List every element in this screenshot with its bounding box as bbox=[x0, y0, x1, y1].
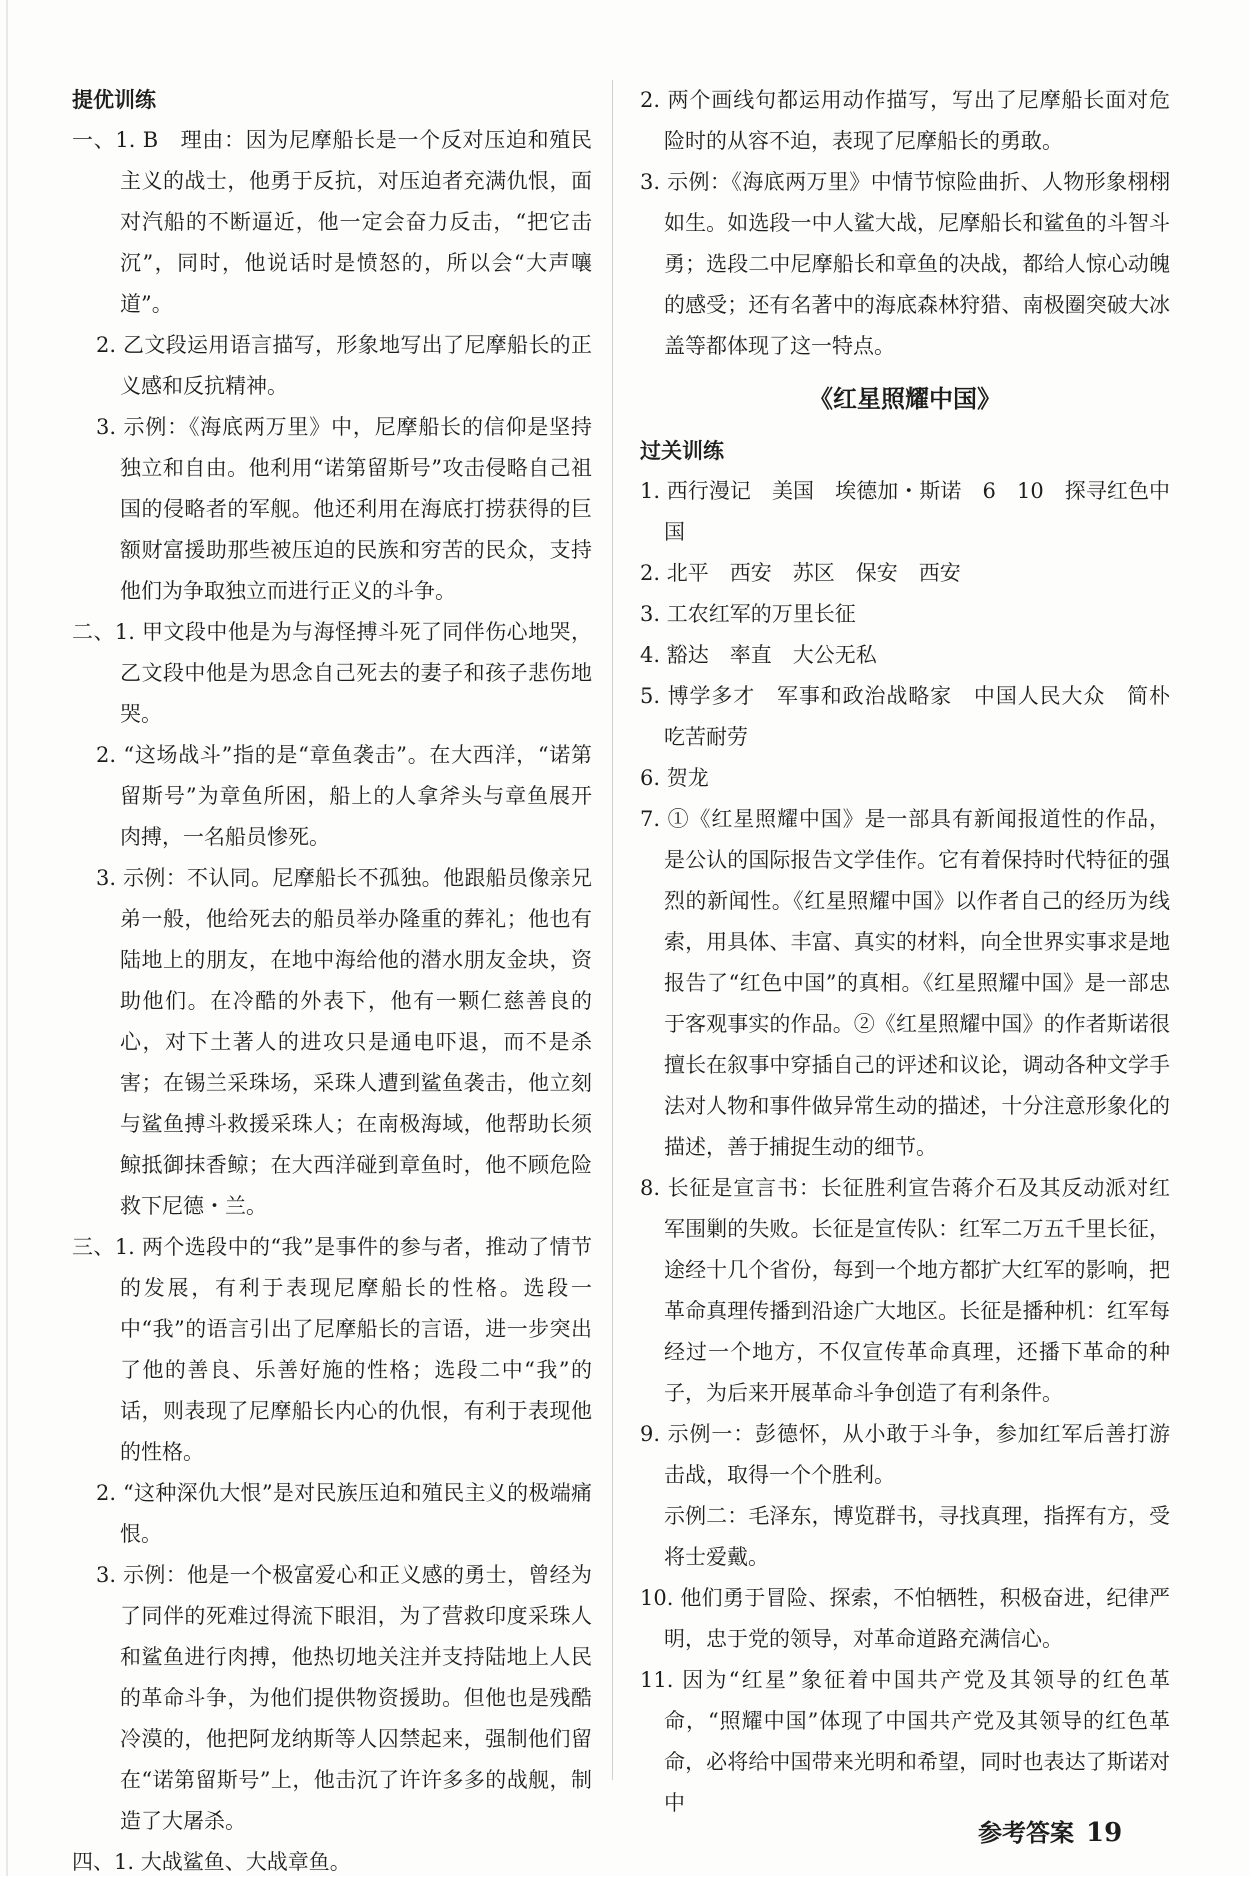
answer-item: 2. 北平 西安 苏区 保安 西安 bbox=[640, 561, 961, 585]
answer-item: 3. 工农红军的万里长征 bbox=[640, 602, 856, 626]
answer-item: 四、1. 大战鲨鱼、大战章鱼。 bbox=[72, 1850, 351, 1874]
answer-item: 4. 豁达 率直 大公无私 bbox=[640, 643, 877, 667]
answer-item: 二、1. 甲文段中他是为与海怪搏斗死了同伴伤心地哭，乙文段中他是为思念自己死去的妻子和孩子悲伤地哭。 bbox=[72, 620, 592, 726]
left-column bbox=[72, 80, 592, 1883]
answer-item: 8. 长征是宣言书：长征胜利宣告蒋介石及其反动派对红军围剿的失败。长征是宣传队：红军二万五千里长征，途经十几个省份，每到一个地方都扩大红军的影响，把革命真理传播到沿途广大地区。长征是播种机：红军每经过一个地方，不仅宣传革命真理，还播下革命的种子，为后来开展革命斗争创造了有利条件。 bbox=[640, 1176, 1170, 1405]
answer-item: 3. 示例：《海底两万里》中，尼摩船长的信仰是坚持独立和自由。他利用“诺第留斯号”攻击侵略自己祖国的侵略者的军舰。他还利用在海底打捞获得的巨额财富援助那些被压迫的民族和穷苦的民众，支持他们为争取独立而进行正义的斗争。 bbox=[96, 415, 592, 603]
answer-item: 2. “这场战斗”指的是“章鱼袭击”。在大西洋，“诺第留斯号”为章鱼所困，船上的人拿斧头与章鱼展开肉搏，一名船员惨死。 bbox=[96, 743, 592, 849]
answer-item: 2. 两个画线句都运用动作描写，写出了尼摩船长面对危险时的从容不迫，表现了尼摩船长的勇敢。 bbox=[640, 88, 1170, 153]
page-number: 19 bbox=[1086, 1818, 1123, 1848]
right-continued-list bbox=[640, 80, 1170, 367]
section-heading-tiyou: 提优训练 bbox=[72, 88, 156, 112]
column-divider bbox=[612, 80, 613, 1780]
right-column bbox=[640, 80, 1191, 1824]
footer-label: 参考答案 bbox=[978, 1819, 1074, 1847]
answer-item: 9. 示例一：彭德怀，从小敢于斗争，参加红军后善打游击战，取得一个个胜利。 bbox=[640, 1422, 1170, 1487]
answer-item: 3. 示例：他是一个极富爱心和正义感的勇士，曾经为了同伴的死难过得流下眼泪，为了营救印度采珠人和鲨鱼进行肉搏，他热切地关注并支持陆地上人民的革命斗争，为他们提供物资援助。但他也是残酷冷漠的，他把阿龙纳斯等人囚禁起来，强制他们留在“诺第留斯号”上，他击沉了许许多多的战舰，制造了大屠杀。 bbox=[96, 1563, 592, 1833]
section-heading-guoguan: 过关训练 bbox=[640, 439, 724, 463]
binding-edge bbox=[6, 0, 8, 1876]
answer-item: 11. 因为“红星”象征着中国共产党及其领导的红色革命，“照耀中国”体现了中国共产党及其领导的红色革命，必将给中国带来光明和希望，同时也表达了斯诺对中 bbox=[640, 1668, 1170, 1815]
answer-item: 6. 贺龙 bbox=[640, 766, 709, 790]
answer-item: 2. 乙文段运用语言描写，形象地写出了尼摩船长的正义感和反抗精神。 bbox=[96, 333, 592, 398]
answer-item: 示例二：毛泽东，博览群书，寻找真理，指挥有方，受将士爱戴。 bbox=[664, 1504, 1170, 1569]
answer-item: 3. 示例：不认同。尼摩船长不孤独。他跟船员像亲兄弟一般，他给死去的船员举办隆重的葬礼；他也有陆地上的朋友，在地中海给他的潜水朋友金块，资助他们。在冷酷的外表下，他有一颗仁慈善良的心，对下土著人的进攻只是通电吓退，而不是杀害；在锡兰采珠场，采珠人遭到鲨鱼袭击，他立刻与鲨鱼搏斗救援采珠人；在南极海域，他帮助长须鲸抵御抹香鲸；在大西洋碰到章鱼时，他不顾危险救下尼德・兰。 bbox=[96, 866, 592, 1218]
page-footer bbox=[978, 1818, 1122, 1848]
answer-item: 2. “这种深仇大恨”是对民族压迫和殖民主义的极端痛恨。 bbox=[96, 1481, 592, 1546]
answer-item: 一、1. B 理由：因为尼摩船长是一个反对压迫和殖民主义的战士，他勇于反抗，对压迫者充满仇恨，面对汽船的不断逼近，他一定会奋力反击，“把它击沉”，同时，他说话时是愤怒的，所以会“大声嚷道”。 bbox=[72, 128, 592, 316]
answer-item: 7. ①《红星照耀中国》是一部具有新闻报道性的作品，是公认的国际报告文学佳作。它有着保持时代特征的强烈的新闻性。《红星照耀中国》以作者自己的经历为线索，用具体、丰富、真实的材料，向全世界实事求是地报告了“红色中国”的真相。《红星照耀中国》是一部忠于客观事实的作品。②《红星照耀中国》的作者斯诺很擅长在叙事中穿插自己的评述和议论，调动各种文学手法对人物和事件做异常生动的描述，十分注意形象化的描述，善于捕捉生动的细节。 bbox=[640, 807, 1170, 1159]
book-title: 《红星照耀中国》 bbox=[809, 385, 1001, 413]
answer-item: 5. 博学多才 军事和政治战略家 中国人民大众 简朴 吃苦耐劳 bbox=[640, 684, 1191, 749]
right-answer-list bbox=[640, 471, 1191, 1824]
answer-item: 3. 示例：《海底两万里》中情节惊险曲折、人物形象栩栩如生。如选段一中人鲨大战，尼摩船长和鲨鱼的斗智斗勇；选段二中尼摩船长和章鱼的决战，都给人惊心动魄的感受；还有名著中的海底森林狩猎、南极圈突破大冰盖等都体现了这一特点。 bbox=[640, 170, 1170, 358]
answer-item: 三、1. 两个选段中的“我”是事件的参与者，推动了情节的发展，有利于表现尼摩船长的性格。选段一中“我”的语言引出了尼摩船长的言语，进一步突出了他的善良、乐善好施的性格；选段二中“我”的话，则表现了尼摩船长内心的仇恨，有利于表现他的性格。 bbox=[72, 1235, 592, 1464]
answer-item: 10. 他们勇于冒险、探索，不怕牺牲，积极奋进，纪律严明，忠于党的领导，对革命道路充满信心。 bbox=[640, 1586, 1170, 1651]
answer-item: 1. 西行漫记 美国 埃德加・斯诺 6 10 探寻红色中国 bbox=[640, 479, 1170, 544]
left-answer-list bbox=[72, 120, 592, 1883]
